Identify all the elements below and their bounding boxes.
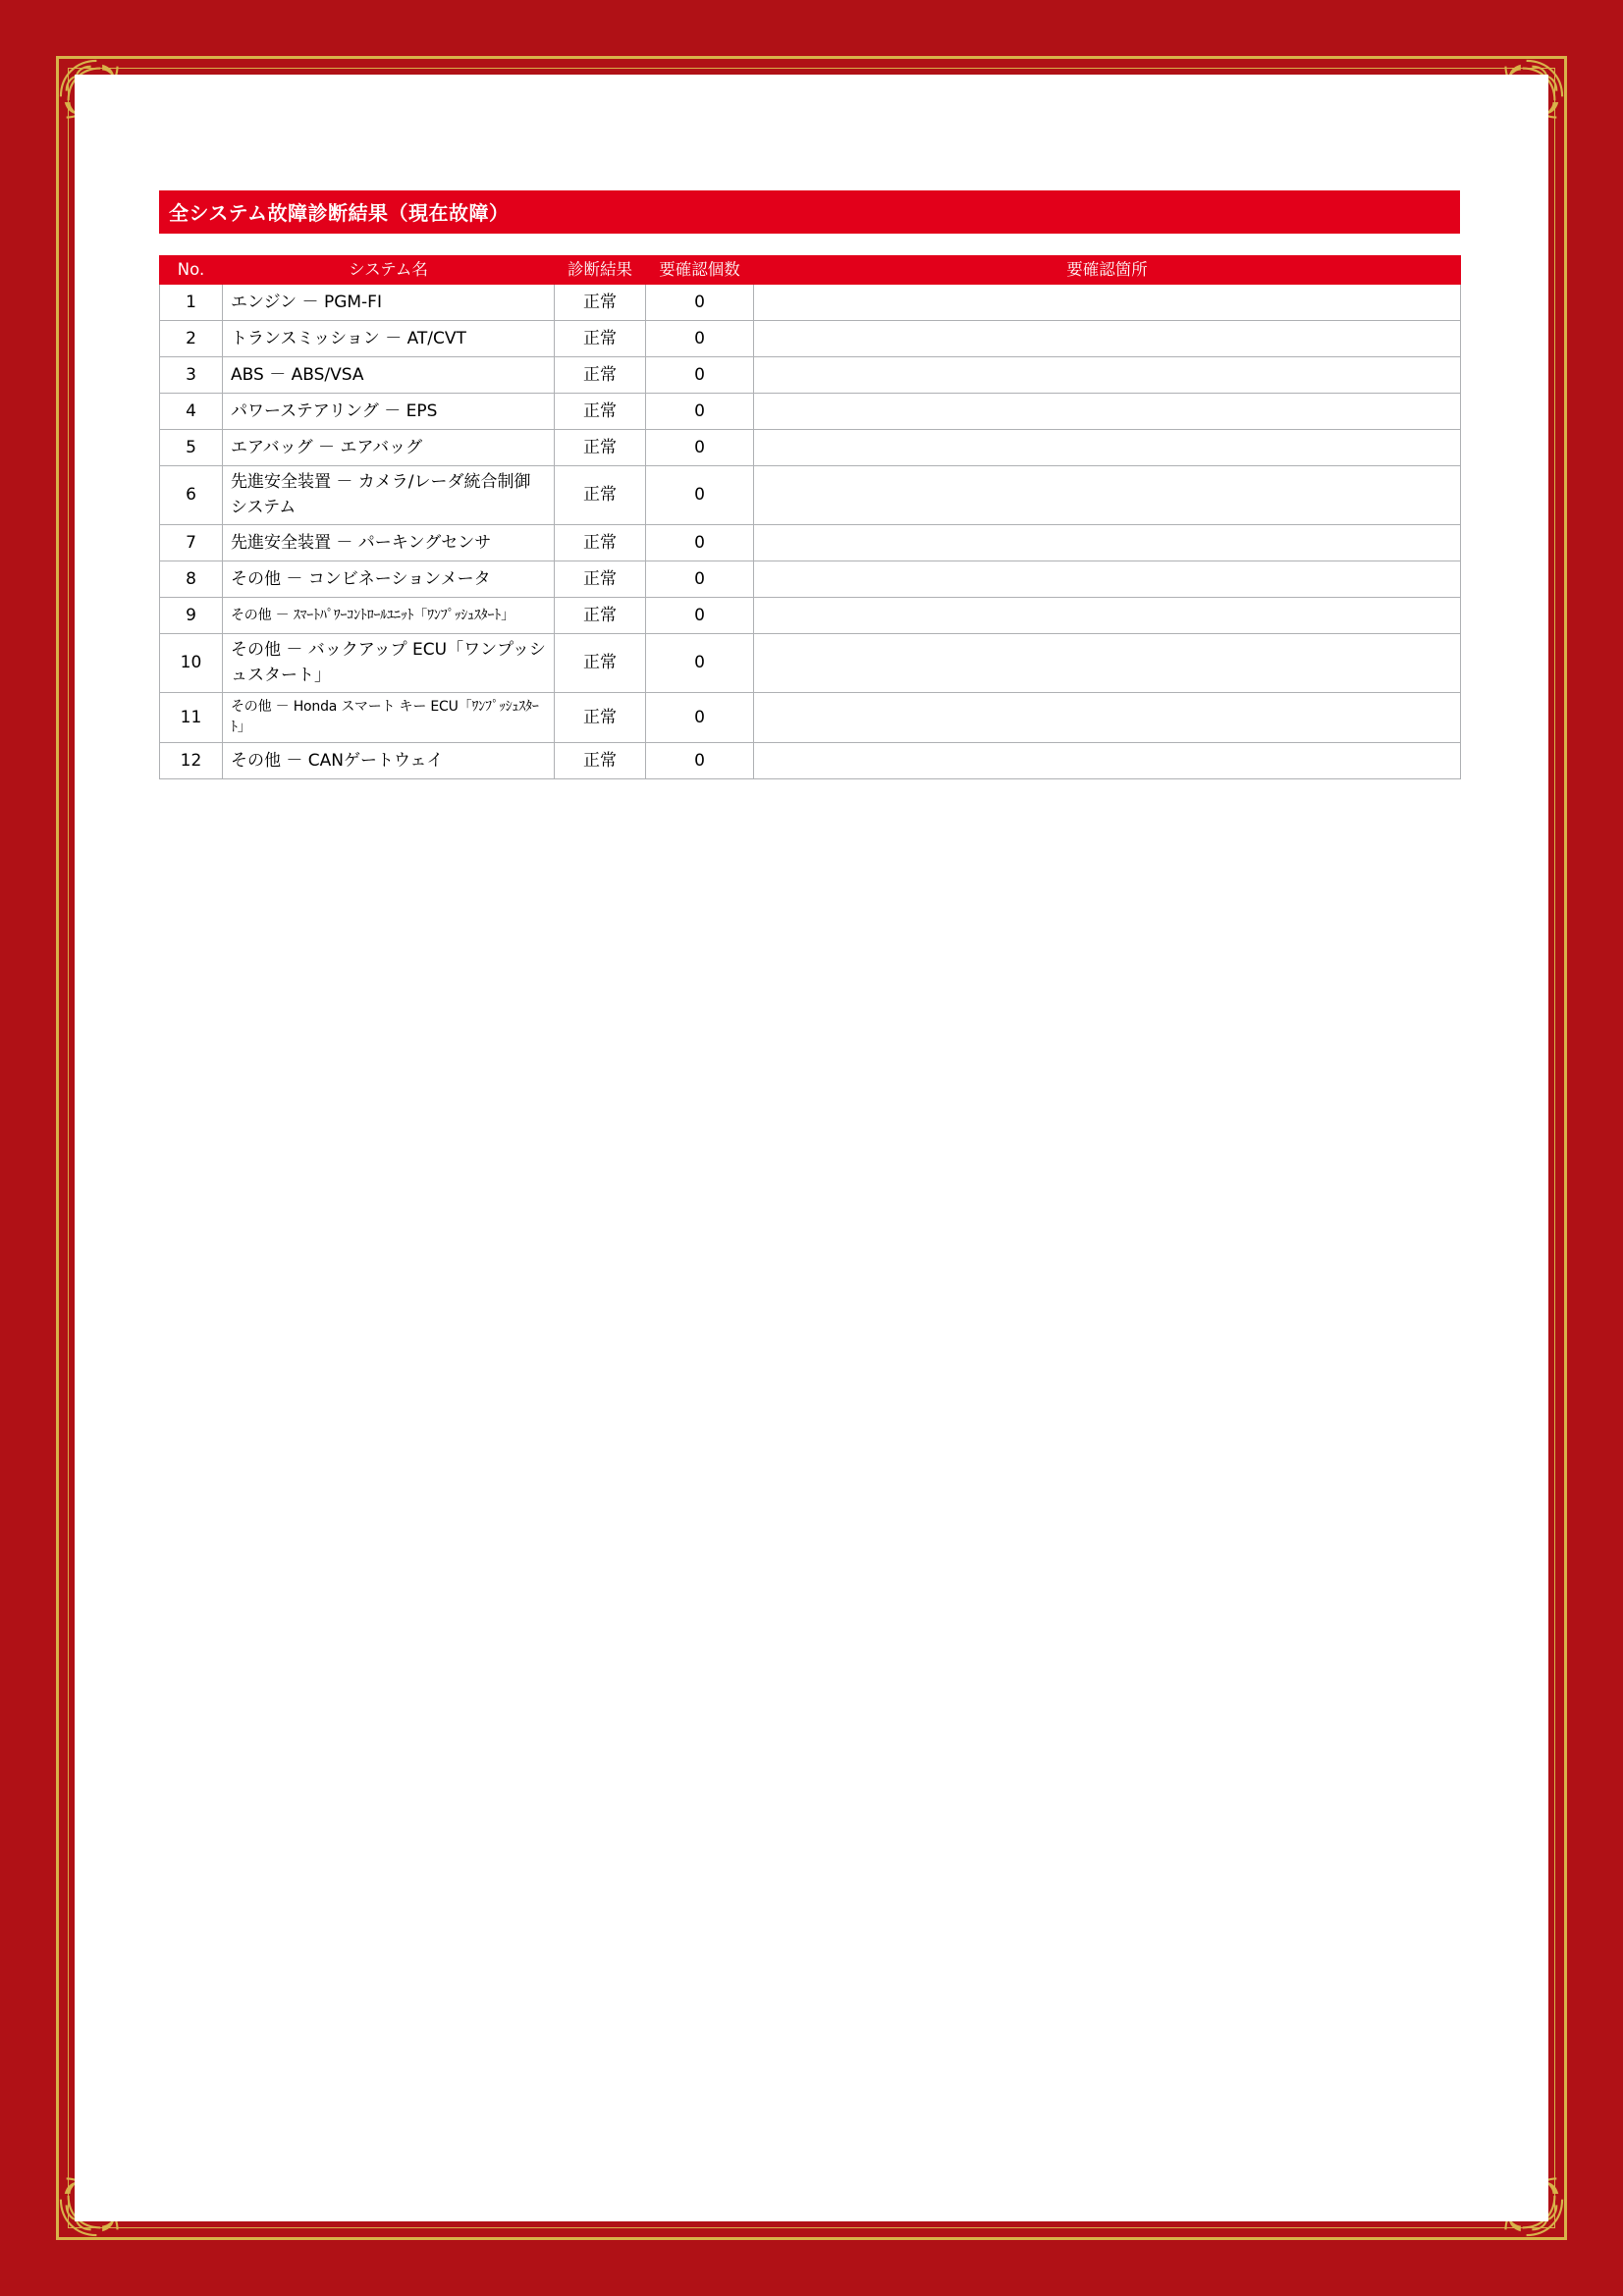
cell-check-location bbox=[754, 525, 1461, 561]
cell-no: 11 bbox=[160, 693, 223, 743]
table-body bbox=[160, 285, 1461, 779]
cell-system-name: その他 － CANゲートウェイ bbox=[223, 743, 555, 779]
cell-check-location bbox=[754, 634, 1461, 693]
cell-system-name: パワーステアリング － EPS bbox=[223, 394, 555, 430]
cell-no: 9 bbox=[160, 598, 223, 634]
cell-check-location bbox=[754, 321, 1461, 357]
cell-system-name: エンジン － PGM-FI bbox=[223, 285, 555, 321]
cell-no: 8 bbox=[160, 561, 223, 598]
cell-no: 6 bbox=[160, 466, 223, 525]
cell-system-name: 先進安全装置 － カメラ/レーダ統合制御システム bbox=[223, 466, 555, 525]
column-header-no: No. bbox=[160, 256, 223, 285]
table-row bbox=[160, 285, 1461, 321]
table-row bbox=[160, 466, 1461, 525]
cell-system-name: 先進安全装置 － パーキングセンサ bbox=[223, 525, 555, 561]
cell-diagnostic-result: 正常 bbox=[555, 321, 646, 357]
cell-no: 4 bbox=[160, 394, 223, 430]
cell-check-location bbox=[754, 430, 1461, 466]
cell-diagnostic-result: 正常 bbox=[555, 285, 646, 321]
table-row bbox=[160, 321, 1461, 357]
cell-diagnostic-result: 正常 bbox=[555, 598, 646, 634]
table-row bbox=[160, 430, 1461, 466]
table-row bbox=[160, 634, 1461, 693]
cell-no: 7 bbox=[160, 525, 223, 561]
cell-no: 1 bbox=[160, 285, 223, 321]
cell-check-count: 0 bbox=[646, 394, 754, 430]
cell-check-count: 0 bbox=[646, 743, 754, 779]
cell-no: 5 bbox=[160, 430, 223, 466]
cell-system-name: ABS － ABS/VSA bbox=[223, 357, 555, 394]
cell-check-count: 0 bbox=[646, 466, 754, 525]
cell-system-name: その他 － バックアップ ECU「ワンプッシュスタート」 bbox=[223, 634, 555, 693]
cell-check-location bbox=[754, 743, 1461, 779]
cell-check-count: 0 bbox=[646, 634, 754, 693]
cell-system-name: その他 － Honda スマート キー ECU「ﾜﾝﾌﾟｯｼｭｽﾀｰﾄ」 bbox=[223, 693, 555, 743]
cell-diagnostic-result: 正常 bbox=[555, 743, 646, 779]
table-row bbox=[160, 525, 1461, 561]
column-header-result: 診断結果 bbox=[555, 256, 646, 285]
table-row bbox=[160, 598, 1461, 634]
cell-check-location bbox=[754, 693, 1461, 743]
table-header-row bbox=[160, 256, 1461, 285]
cell-check-count: 0 bbox=[646, 321, 754, 357]
column-header-place: 要確認箇所 bbox=[754, 256, 1461, 285]
cell-no: 10 bbox=[160, 634, 223, 693]
cell-check-location bbox=[754, 394, 1461, 430]
cell-check-location bbox=[754, 466, 1461, 525]
cell-check-count: 0 bbox=[646, 285, 754, 321]
cell-diagnostic-result: 正常 bbox=[555, 466, 646, 525]
cell-diagnostic-result: 正常 bbox=[555, 394, 646, 430]
cell-check-location bbox=[754, 598, 1461, 634]
cell-diagnostic-result: 正常 bbox=[555, 634, 646, 693]
cell-diagnostic-result: 正常 bbox=[555, 357, 646, 394]
table-row bbox=[160, 743, 1461, 779]
cell-check-count: 0 bbox=[646, 693, 754, 743]
report-content bbox=[159, 190, 1460, 779]
diagnostic-result-table bbox=[159, 255, 1461, 779]
cell-no: 2 bbox=[160, 321, 223, 357]
cell-system-name: その他 － ｽﾏｰﾄﾊﾟﾜｰｺﾝﾄﾛｰﾙﾕﾆｯﾄ「ﾜﾝﾌﾟｯｼｭｽﾀｰﾄ」 bbox=[223, 598, 555, 634]
cell-check-count: 0 bbox=[646, 561, 754, 598]
cell-no: 12 bbox=[160, 743, 223, 779]
column-header-system: システム名 bbox=[223, 256, 555, 285]
cell-diagnostic-result: 正常 bbox=[555, 561, 646, 598]
table-row bbox=[160, 693, 1461, 743]
cell-system-name: エアバッグ － エアバッグ bbox=[223, 430, 555, 466]
cell-no: 3 bbox=[160, 357, 223, 394]
cell-system-name: その他 － コンビネーションメータ bbox=[223, 561, 555, 598]
table-row bbox=[160, 394, 1461, 430]
cell-check-count: 0 bbox=[646, 357, 754, 394]
page-title: 全システム故障診断結果（現在故障） bbox=[159, 190, 1460, 234]
cell-system-name: トランスミッション － AT/CVT bbox=[223, 321, 555, 357]
cell-check-count: 0 bbox=[646, 430, 754, 466]
cell-check-location bbox=[754, 357, 1461, 394]
cell-check-count: 0 bbox=[646, 525, 754, 561]
cell-check-location bbox=[754, 285, 1461, 321]
document-paper bbox=[75, 75, 1548, 2221]
cell-diagnostic-result: 正常 bbox=[555, 430, 646, 466]
cell-check-count: 0 bbox=[646, 598, 754, 634]
column-header-count: 要確認個数 bbox=[646, 256, 754, 285]
cell-diagnostic-result: 正常 bbox=[555, 693, 646, 743]
cell-check-location bbox=[754, 561, 1461, 598]
table-row bbox=[160, 561, 1461, 598]
table-row bbox=[160, 357, 1461, 394]
cell-diagnostic-result: 正常 bbox=[555, 525, 646, 561]
